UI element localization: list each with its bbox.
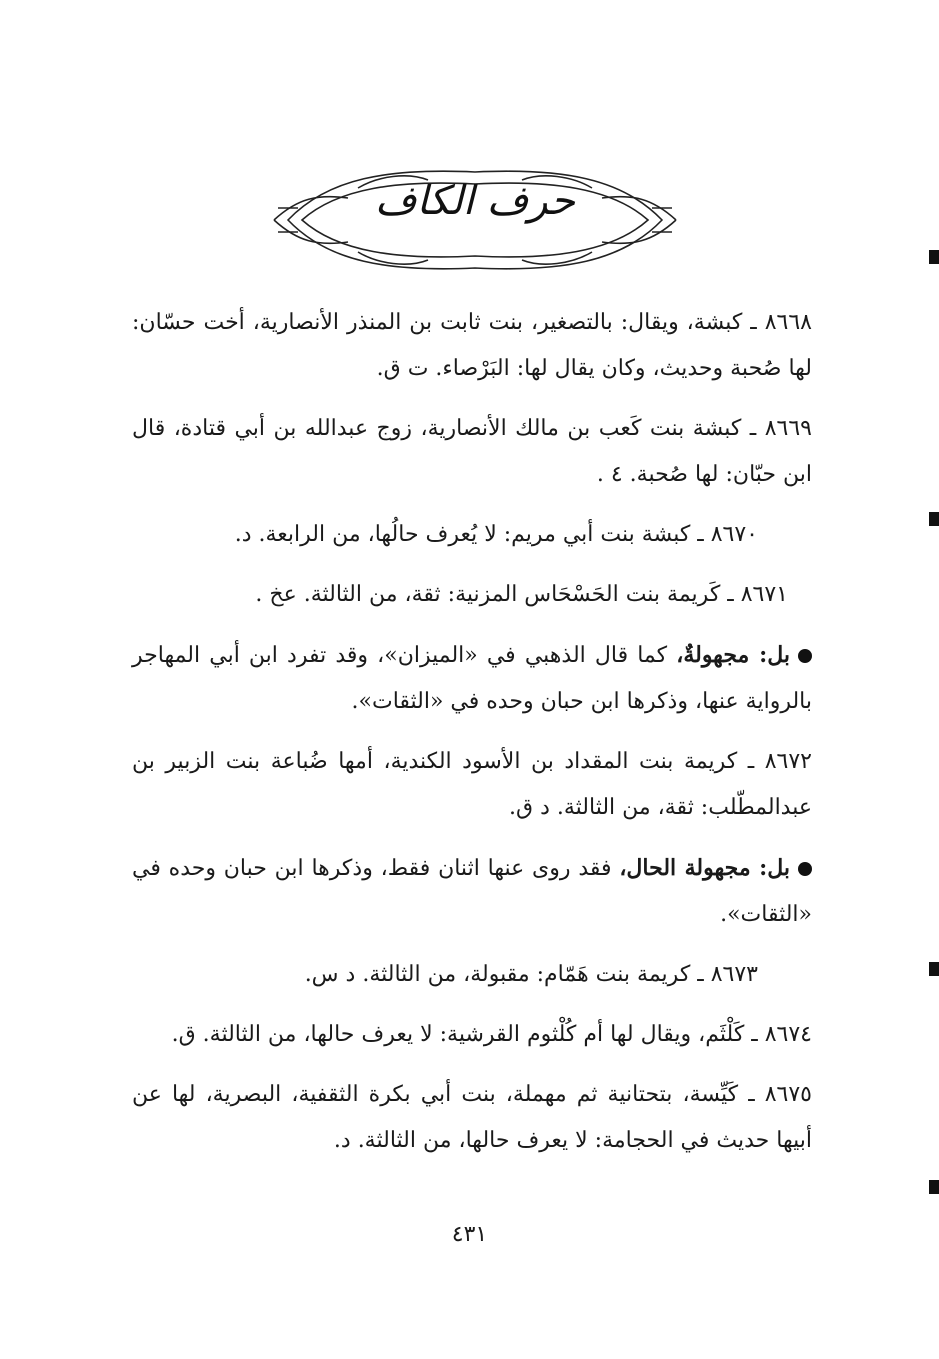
entry-8671: ٨٦٧١ ـ كَريمة بنت الحَسْحَاس المزنية: ثقة، من الثالثة. عخ .: [255, 582, 788, 607]
note-text: كما قال الذهبي في «الميزان»، وقد تفرد ابن أبي المهاجر بالرواية عنها، وذكرها ابن حبان وحده في «الثقات».: [132, 643, 812, 714]
chapter-title: حرف الكاف: [374, 178, 576, 224]
note-lead: بل: مجهولةٌ،: [676, 642, 790, 668]
bullet-icon: [798, 649, 812, 663]
entry-8673: ٨٦٧٣ ـ كريمة بنت هَمّام: مقبولة، من الثالثة. د س.: [304, 962, 758, 987]
margin-mark: [929, 962, 939, 976]
bullet-icon: [798, 862, 812, 876]
entry-8674: ٨٦٧٤ ـ كَلْثَم، ويقال لها أم كُلْثوم القرشية: لا يعرف حالها، من الثالثة. ق.: [171, 1022, 812, 1047]
entry-8669: ٨٦٦٩ ـ كبشة بنت كَعب بن مالك الأنصارية، زوج عبدالله بن أبي قتادة، قال ابن حبّان: لها صُحبة. ٤ .: [132, 416, 812, 487]
entries-list: [132, 300, 812, 1178]
entry-8670: ٨٦٧٠ ـ كبشة بنت أبي مريم: لا يُعرف حالُها، من الرابعة. د.: [234, 522, 758, 547]
margin-mark: [929, 1180, 939, 1194]
margin-mark: [929, 512, 939, 526]
entry-8675: ٨٦٧٥ ـ كَيِّسة، بتحتانية ثم مهملة، بنت أبي بكرة الثقفية، البصرية، لها عن أبيها حديث في الحجامة: لا يعرف حالها، من الثالثة. د.: [132, 1082, 812, 1153]
entry-8672: ٨٦٧٢ ـ كريمة بنت المقداد بن الأسود الكندية، أمها ضُباعة بنت الزبير بن عبدالمطّلب: ثقة، من الثالثة. د ق.: [132, 749, 812, 820]
entry-8668: ٨٦٦٨ ـ كبشة، ويقال: بالتصغير، بنت ثابت بن المنذر الأنصارية، أخت حسّان: لها صُحبة وحديث، وكان يقال لها: البَرْصاء. ت ق.: [132, 310, 812, 381]
page-number: ٤٣١: [451, 1222, 488, 1247]
note-lead: بل: مجهولة الحال،: [619, 855, 790, 881]
margin-mark: [929, 250, 939, 264]
note-8671: [132, 632, 812, 725]
note-8672: [132, 845, 812, 938]
note-text: فقد روى عنها اثنان فقط، وذكرها ابن حبان وحده في «الثقات».: [132, 856, 812, 927]
